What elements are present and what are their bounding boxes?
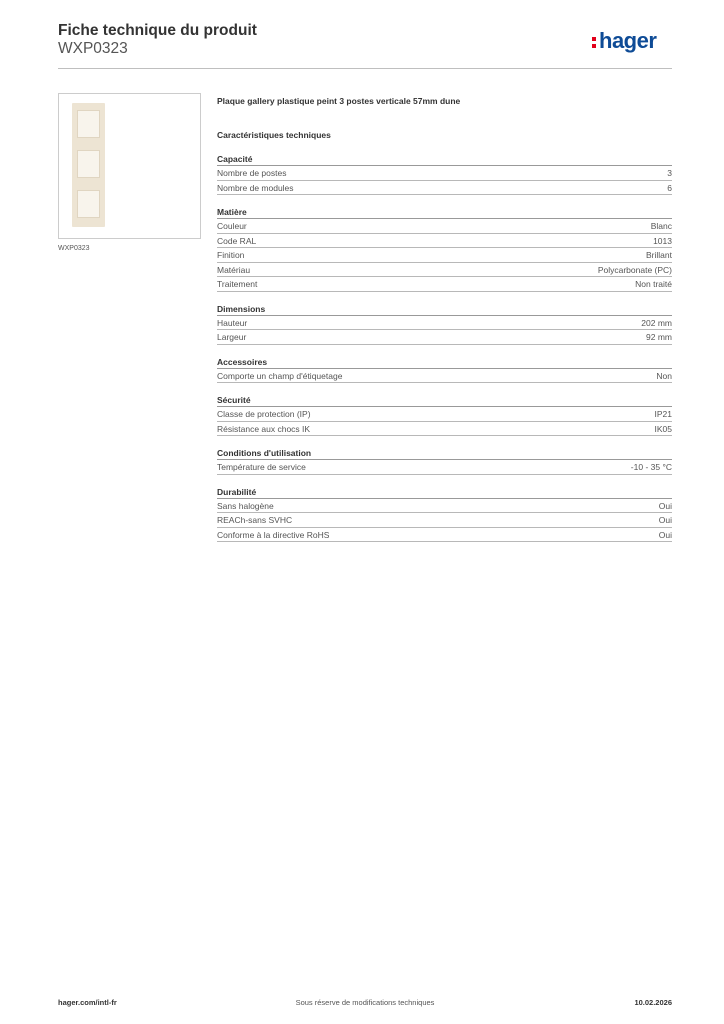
plate-aperture bbox=[77, 190, 100, 218]
spec-section bbox=[217, 153, 672, 195]
image-caption: WXP0323 bbox=[58, 245, 90, 252]
spec-row bbox=[217, 369, 672, 384]
section-title: Dimensions bbox=[217, 303, 672, 316]
plaque-3-postes-verticale-icon bbox=[72, 103, 105, 227]
spec-row bbox=[217, 277, 672, 292]
spec-value: IP21 bbox=[654, 409, 672, 419]
spec-row bbox=[217, 330, 672, 345]
spec-row bbox=[217, 166, 672, 181]
spec-value: Non traité bbox=[635, 279, 672, 289]
spec-value: 3 bbox=[667, 168, 672, 178]
spec-value: Oui bbox=[658, 515, 672, 525]
spec-row bbox=[217, 513, 672, 528]
spec-label: REACh-sans SVHC bbox=[217, 515, 293, 525]
spec-value: Oui bbox=[658, 529, 672, 540]
spec-label: Nombre de modules bbox=[217, 182, 294, 193]
spec-label: Traitement bbox=[217, 279, 258, 289]
footer-notice: Sous réserve de modifications techniques bbox=[295, 998, 435, 1007]
header-divider bbox=[58, 68, 672, 69]
footer-website-link[interactable]: hager.com/intl-fr bbox=[58, 998, 117, 1007]
spec-label: Hauteur bbox=[217, 317, 248, 328]
section-title: Sécurité bbox=[217, 394, 672, 407]
spec-value: Polycarbonate (PC) bbox=[597, 264, 672, 275]
spec-row bbox=[217, 407, 672, 422]
spec-label: Nombre de postes bbox=[217, 168, 287, 178]
spec-section bbox=[217, 303, 672, 345]
spec-label: Conforme à la directive RoHS bbox=[217, 529, 330, 540]
spec-label: Matériau bbox=[217, 264, 251, 275]
specs-heading: Caractéristiques techniques bbox=[217, 130, 331, 140]
plate-aperture bbox=[77, 110, 100, 138]
section-title: Durabilité bbox=[217, 486, 672, 499]
spec-label: Sans halogène bbox=[217, 500, 274, 511]
spec-label: Résistance aux chocs IK bbox=[217, 423, 311, 434]
product-description: Plaque gallery plastique peint 3 postes verticale 57mm dune bbox=[217, 96, 461, 106]
logo-text: hager bbox=[599, 28, 657, 53]
product-reference: WXP0323 bbox=[58, 40, 128, 57]
spec-section bbox=[217, 394, 672, 436]
spec-label: Finition bbox=[217, 250, 245, 260]
hager-logo bbox=[592, 28, 656, 54]
spec-row bbox=[217, 263, 672, 278]
spec-sheet bbox=[217, 96, 672, 542]
spec-row bbox=[217, 422, 672, 437]
spec-section bbox=[217, 206, 672, 292]
section-title: Matière bbox=[217, 206, 672, 219]
spec-value: Non bbox=[656, 370, 672, 381]
spec-value: IK05 bbox=[654, 423, 672, 434]
plate-aperture bbox=[77, 150, 100, 178]
spec-value: Oui bbox=[658, 500, 672, 511]
spec-value: Brillant bbox=[646, 250, 672, 260]
spec-row bbox=[217, 316, 672, 331]
spec-label: Comporte un champ d'étiquetage bbox=[217, 370, 343, 381]
spec-row bbox=[217, 181, 672, 196]
section-title: Accessoires bbox=[217, 356, 672, 369]
page-title: Fiche technique du produit bbox=[58, 22, 257, 39]
footer-date: 10.02.2026 bbox=[634, 998, 672, 1007]
page-footer bbox=[58, 998, 672, 1010]
spec-label: Température de service bbox=[217, 462, 306, 472]
spec-row bbox=[217, 460, 672, 475]
spec-sections bbox=[217, 153, 672, 542]
spec-row bbox=[217, 248, 672, 263]
spec-section bbox=[217, 356, 672, 384]
spec-value: 92 mm bbox=[646, 332, 672, 342]
spec-value: 6 bbox=[667, 182, 672, 193]
spec-value: 1013 bbox=[653, 235, 672, 246]
spec-value: Blanc bbox=[650, 221, 672, 231]
spec-label: Couleur bbox=[217, 221, 247, 231]
logo-dots-icon bbox=[592, 34, 597, 49]
spec-section bbox=[217, 486, 672, 543]
spec-row bbox=[217, 528, 672, 543]
spec-label: Classe de protection (IP) bbox=[217, 409, 311, 419]
spec-label: Code RAL bbox=[217, 235, 257, 246]
spec-value: 202 mm bbox=[641, 317, 672, 328]
product-image bbox=[58, 93, 201, 239]
spec-row bbox=[217, 219, 672, 234]
spec-row bbox=[217, 499, 672, 514]
section-title: Capacité bbox=[217, 153, 672, 166]
spec-section bbox=[217, 447, 672, 475]
spec-value: -10 - 35 °C bbox=[630, 462, 672, 472]
section-title: Conditions d'utilisation bbox=[217, 447, 672, 460]
spec-label: Largeur bbox=[217, 332, 247, 342]
spec-row bbox=[217, 234, 672, 249]
